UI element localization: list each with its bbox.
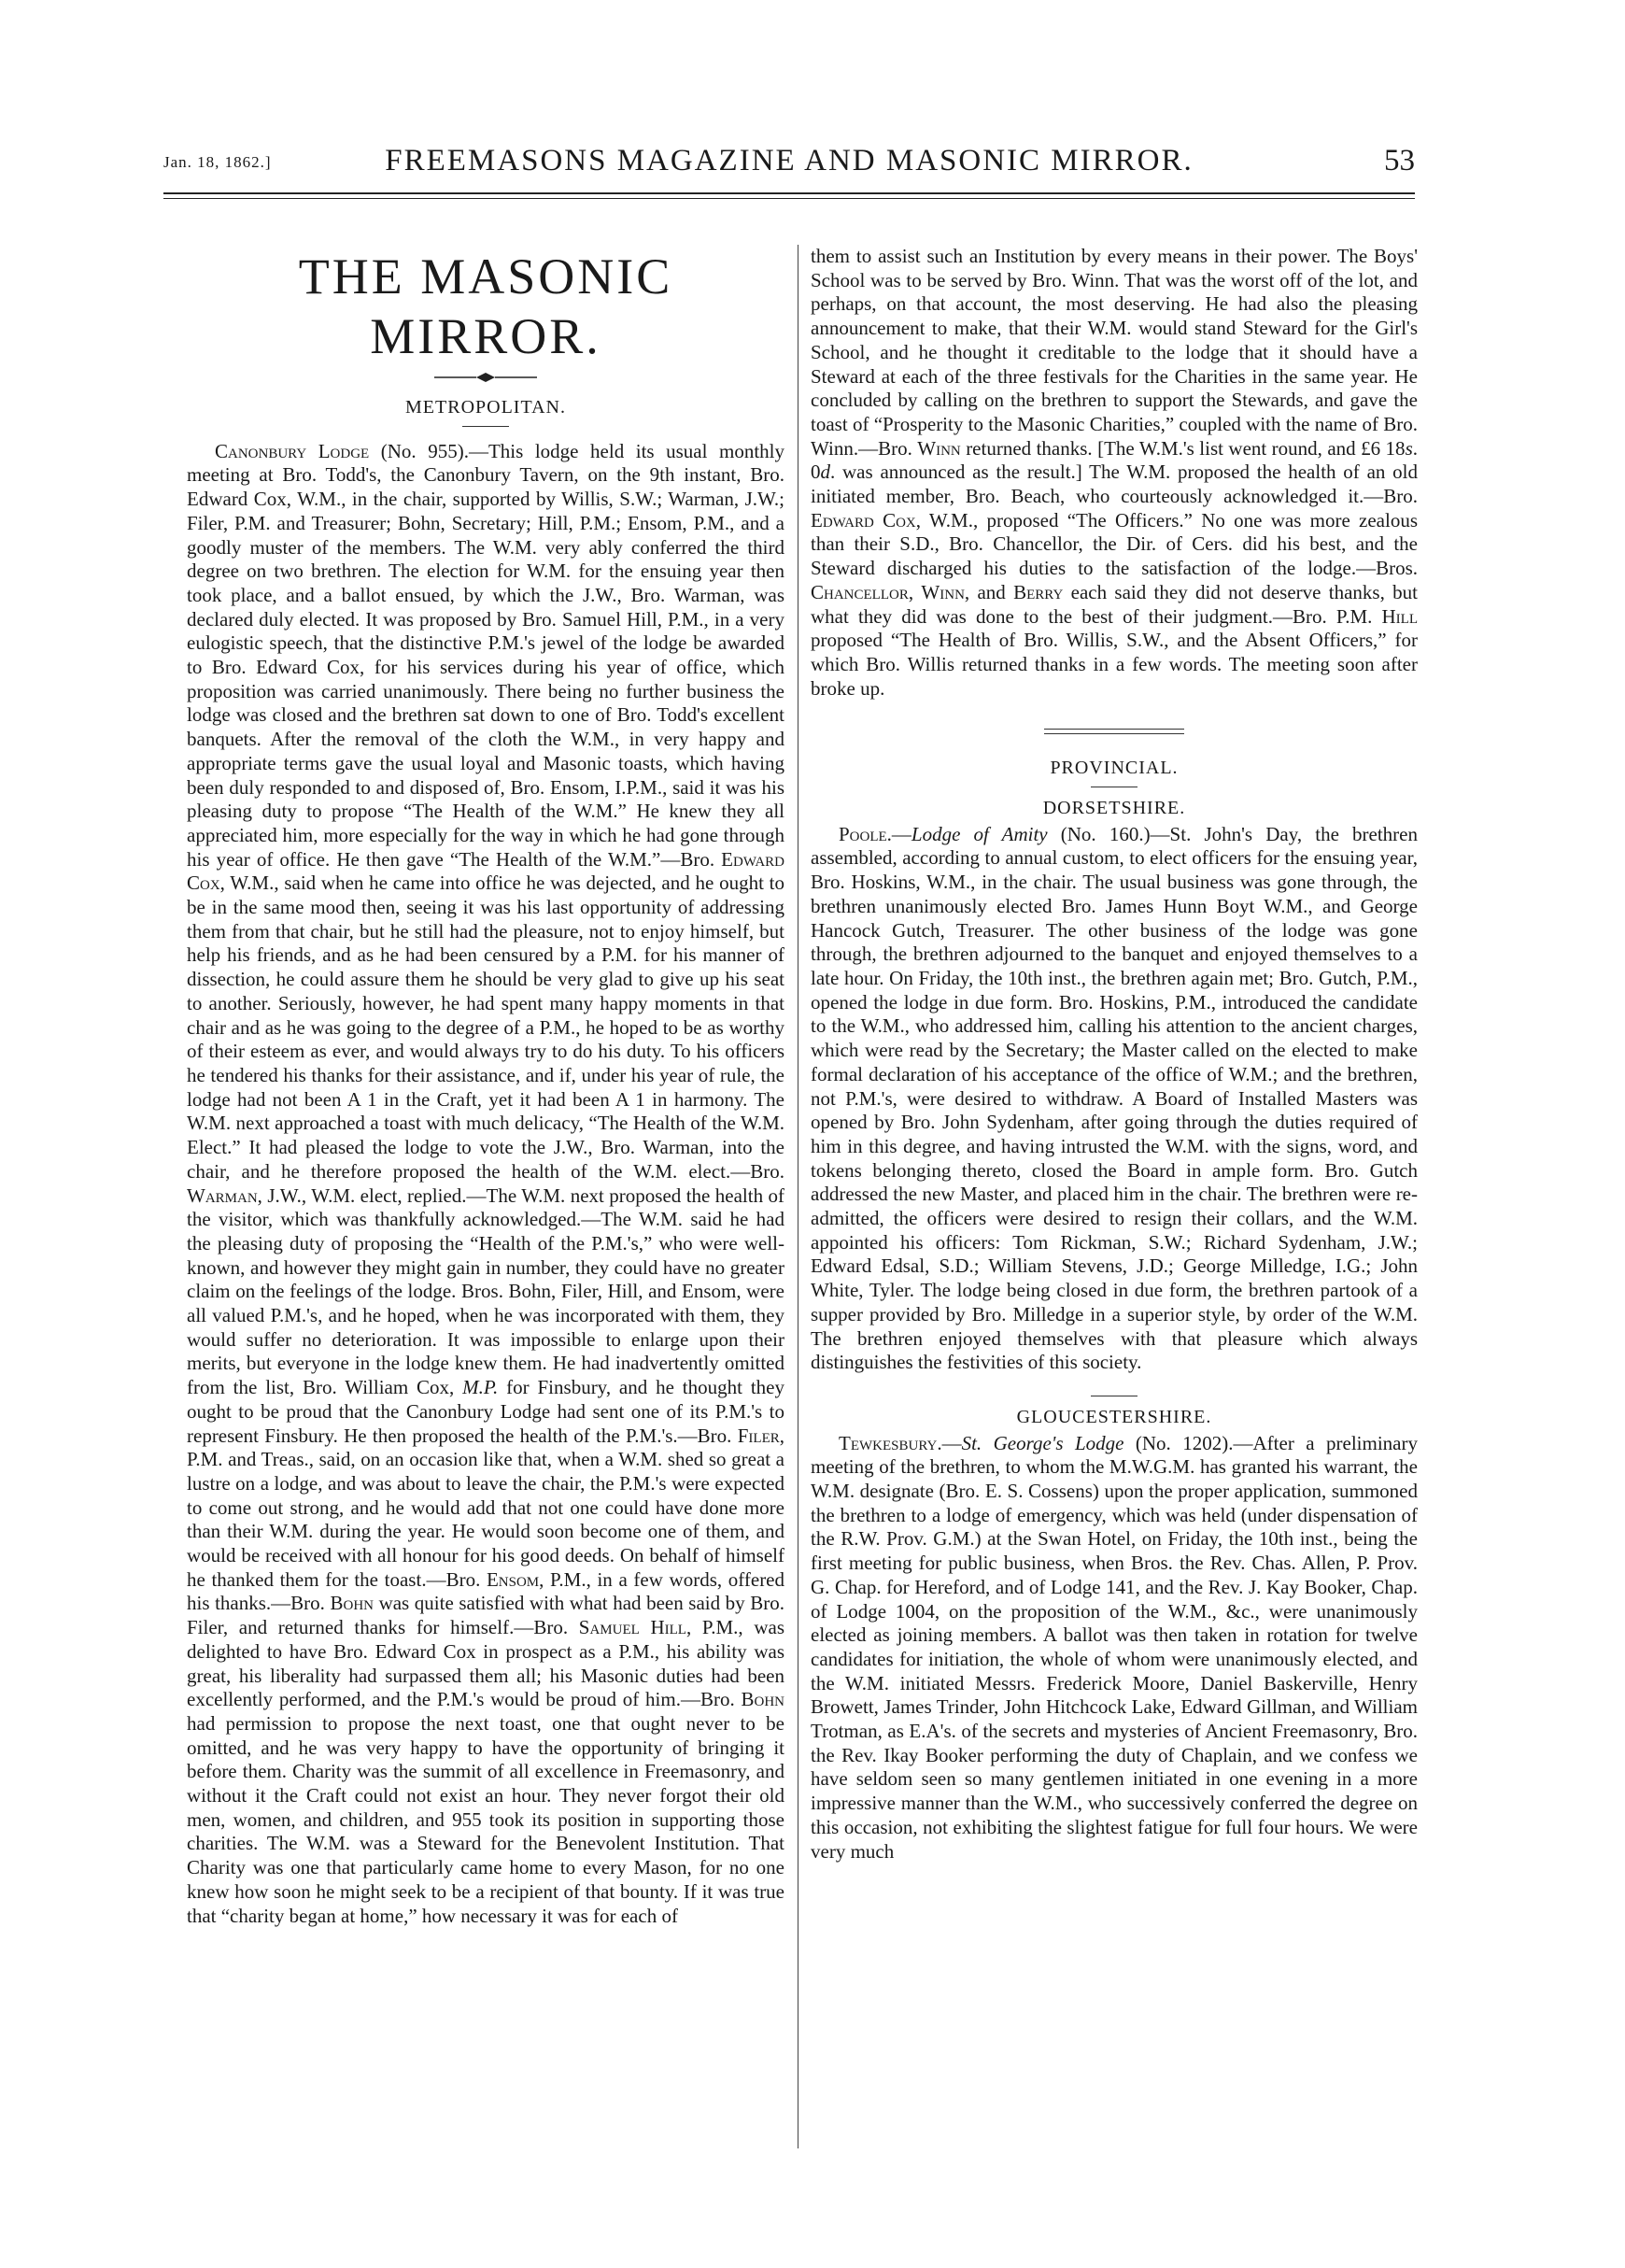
article-continuation: them to assist such an Institution by every means in their power. The Boys' School was to be served by Bro. Winn. That was the worst off of the lot, and perhaps, on that account, the most deserving. He had also the pleasing announcement to make, that their W.M. would stand Steward for the Girl's School, and he thought it creditable to the lodge that it should have a Steward at each of the three festivals for the Charities in the same year. He concluded by calling on the brethren to support the Stewards, and gave the toast of “Prosperity to the Masonic Charities,” coupled with the name of Bro. Winn.—Bro. Winn returned thanks. [The W.M.'s list went round, and £6 18s. 0d. was announced as the result.] The W.M. proposed the health of an old initiated member, Bro. Beach, who courteously acknowledged it.—Bro. Edward Cox, W.M., proposed “The Officers.” No one was more zealous than their S.D., Bro. Chancellor, the Dir. of Cers. did his best, and the Steward discharged his duties to the satisfaction of the lodge.—Bros. Chancellor, Winn, and Berry each said they did not deserve thanks, but what they did was done to the best of their judgment.—Bro. P.M. Hill proposed “The Health of Bro. Willis, S.W., and the Absent Officers,” for which Bro. Willis returned thanks in a few words. The meeting soon after broke up. bbox=[811, 245, 1419, 700]
left-column bbox=[187, 245, 784, 1928]
subhead-dorsetshire: DORSETSHIRE. bbox=[1042, 798, 1186, 819]
publication-title: FREEMASONS MAGAZINE AND MASONIC MIRROR. bbox=[385, 144, 1194, 177]
ornament-rule-icon bbox=[434, 372, 537, 383]
article-poole-lodge-of-amity: Poole.—Lodge of Amity (No. 160.)—St. John's Day, the brethren assembled, according to annual custom, to elect officers for the ensuing year, Bro. Hoskins, W.M., in the chair. The usual business was gone through, the brethren unanimously elected Bro. James Hunn Boyt W.M., and George Hancock Gutch, Treasurer. The other business of the lodge was gone through, the brethren adjourned to the banquet and enjoyed themselves to a late hour. On Friday, the 10th inst., the brethren again met; Bro. Gutch, P.M., opened the lodge in due form. Bro. Hoskins, P.M., introduced the candidate to the W.M., who addressed him, calling his attention to the ancient charges, which were read by the Secretary; the Master called on the elected to make formal declaration of his acceptance of the office of W.M.; and the brethren, not P.M.'s, were desired to withdraw. A Board of Installed Masters was opened by Bro. John Sydenham, after going through the duties required of him in this degree, and having intrusted the W.M. with the signs, word, and tokens belonging thereto, closed the Board in ample form. Bro. Gutch addressed the new Master, and placed him in the chair. The brethren were re-admitted, the officers were desired to resign their collars, and the W.M. appointed his officers: Tom Rickman, S.W.; Richard Sydenham, J.W.; Edward Edsal, S.D.; William Stevens, J.D.; George Milledge, I.G.; John White, Tyler. The lodge being closed in due form, the brethren partook of a supper provided by Bro. Milledge in a superior style, by order of the W.M. The brethren enjoyed themselves with that pleasure which always distinguishes the festivities of this society. bbox=[811, 822, 1418, 1374]
section-title-provincial: PROVINCIAL. bbox=[1050, 758, 1179, 779]
article-tewkesbury-st-georges-lodge: Tewkesbury.—St. George's Lodge (No. 1202).—After a preliminary meeting of the brethren, to whom the M.W.G.M. has granted his warrant, the W.M. designate (Bro. E. S. Cossens) upon the proper application, summoned the brethren to a lodge of emergency, which was held (under dispensation of the R.W. Prov. G.M.) at the Swan Hotel, on Friday, the 10th inst., being the first meeting for public business, when Bros. the Rev. Chas. Allen, P. Prov. G. Chap. for Hereford, and of Lodge 141, and the Rev. J. Kay Booker, Chap. of Lodge 1004, on the proposition of the W.M., &c., were unanimously elected as joining members. A ballot was then taken in rotation for twelve candidates for initiation, the whole of whom were unanimously elected, and the W.M. initiated Messrs. Frederick Moore, Daniel Baskerville, Henry Browett, James Trinder, John Hitchcock Lake, Edward Gillman, and William Trotman, as E.A's. of the secrets and mysteries of Ancient Freemasonry, Bro. the Rev. Ikay Booker performing the duty of Chaplain, and we confess we have seldom seen so many gentlemen initiated in one evening in a more impressive manner than the W.M., who successively conferred the degree on this occasion, not exhibiting the slightest fatigue for full four hours. We were very much bbox=[811, 1431, 1419, 1863]
section-double-rule bbox=[1044, 729, 1184, 734]
page-number: 53 bbox=[1384, 144, 1415, 177]
running-head bbox=[163, 140, 1415, 187]
issue-date: Jan. 18, 1862.] bbox=[163, 153, 272, 171]
header-rule-top bbox=[163, 192, 1415, 194]
header-rule-bottom bbox=[163, 198, 1415, 199]
subhead-gloucestershire: GLOUCESTERSHIRE. bbox=[1016, 1406, 1212, 1427]
article-run-in: Canonbury Lodge bbox=[215, 439, 370, 462]
masthead: THE MASONIC MIRROR. bbox=[298, 248, 673, 364]
section-title-metropolitan: METROPOLITAN. bbox=[405, 397, 566, 418]
right-column bbox=[811, 245, 1418, 1864]
article-canonbury-lodge: Canonbury Lodge (No. 955).—This lodge held its usual monthly meeting at Bro. Todd's, the Canonbury Tavern, on the 9th instant, Bro. Edward Cox, W.M., in the chair, supported by Willis, S.W.; Warman, J.W.; Filer, P.M. and Treasurer; Bohn, Secretary; Hill, P.M.; Ensom, P.M., and a goodly muster of the members. The W.M. very ably conferred the third degree on two brethren. The election for W.M. for the ensuing year then took place, and a ballot ensued, by which the J.W., Bro. Warman, was declared duly elected. It was proposed by Bro. Samuel Hill, P.M., in a very eulogistic speech, that the distinctive P.M.'s jewel of the lodge be awarded to Bro. Edward Cox, for his services during his year of office, which proposition was carried unanimously. There being no further business the lodge was closed and the brethren sat down to one of Bro. Todd's excellent banquets. After the removal of the cloth the W.M., in very happy and appropriate terms gave the usual loyal and Masonic toasts, which having been duly responded to and disposed of, Bro. Ensom, I.P.M., said it was his pleasing duty to propose “The Health of the W.M.” He knew they all appreciated him, more especially for the way in which he had gone through his year of office. He then gave “The Health of the W.M.”—Bro. Edward Cox, W.M., said when he came into office he was dejected, and he ought to be in the same mood then, seeing it was his last opportunity of addressing them from that chair, but he still had the pleasure, not to enjoy himself, but help his friends, and as he had been censured by a P.M. for his manner of dissection, he could assure them he should be very glad to give up his seat to another. Seriously, however, he had spent many happy moments in that chair and as he was going to the degree of a P.M., he hoped to be as worthy of their esteem as ever, and would always try to do his duty. To his officers he tendered his thanks for their assistance, and if, under his year of rule, the lodge had not been A 1 in the Craft, yet it had been A 1 in harmony. The W.M. next approached a toast with much delicacy, “The Health of the W.M. Elect.” It had pleased the lodge to vote the J.W., Bro. Warman, into the chair, and he therefore proposed the health of the W.M. elect.—Bro. Warman, J.W., W.M. elect, replied.—The W.M. next proposed the health of the visitor, which was thankfully acknowledged.—The W.M. said he had the pleasing duty of proposing the “Health of the P.M.'s,” who were well-known, and however they might gain in number, they could have no greater claim on the feelings of the lodge. Bros. Bohn, Filer, Hill, and Ensom, were all valued P.M.'s, and he hoped, when he was incorporated with them, they would suffer no deterioration. It was impossible to enlarge upon their merits, but everyone in the lodge knew them. He had inadvertently omitted from the list, Bro. William Cox, M.P. for Finsbury, and he thought they ought to be proud that the Canonbury Lodge had sent one of its P.M.'s to represent Finsbury. He then proposed the health of the P.M.'s.—Bro. Filer, P.M. and Treas., said, on an occasion like that, when a W.M. shed so great a lustre on a lodge, and was about to leave the chair, the P.M.'s were expected to come out strong, and he would add that not one could have done more than their W.M. during the year. He would soon become one of them, and would be received with all honour for his good deeds. On behalf of himself he thanked them for the toast.—Bro. Ensom, P.M., in a few words, offered his thanks.—Bro. Bohn was quite satisfied with what had been said by Bro. Filer, and returned thanks for himself.—Bro. Samuel Hill, P.M., was delighted to have Bro. Edward Cox in prospect as a P.M., his ability was great, his liberality had surpassed them all; his Masonic duties had been excellently performed, and the P.M.'s would be proud of him.—Bro. Bohn had permission to propose the next toast, one that ought never to be omitted, and he was very happy to have the opportunity of bringing it before them. Charity was the summit of all excellence in Freemasonry, and without it the Craft could not exist an hour. They never forgot their old men, women, and children, and 955 took its position in supporting those charities. The W.M. was a Steward for the Benevolent Institution. That Charity was one that particularly came home to every Mason, for no one knew how soon he might seek to be a recipient of that bounty. If it was true that “charity began at home,” how necessary it was for each of bbox=[187, 439, 785, 1927]
section-rule bbox=[462, 426, 509, 427]
